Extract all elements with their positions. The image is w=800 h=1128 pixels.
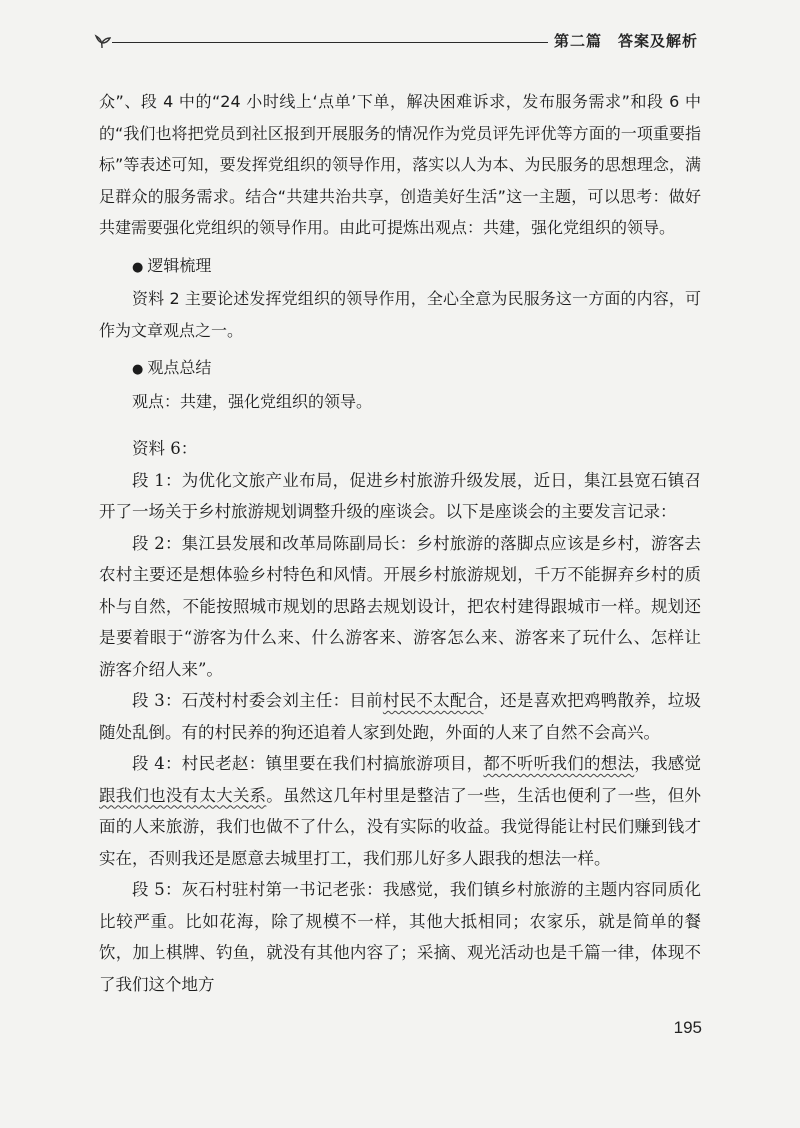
p3-underlined-1: 村民不太配合 xyxy=(382,691,484,710)
page-number: 195 xyxy=(673,1018,702,1037)
material-paragraph-2: 段 2：集江县发展和改革局陈副局长：乡村旅游的落脚点应该是乡村，游客去农村主要还是想体验乡村特色和风情。开展乡村旅游规划，千万不能摒弃乡村的质朴与自然，不能按照城市规划的思路去规划设计，把农村建得跟城市一样。规划还是要着眼于“游客为什么来、什么游客来、游客怎么来、游客来了玩什么、怎样让游客介绍人来”。 xyxy=(99,533,701,679)
page-content xyxy=(99,86,701,1000)
summary-text: 观点：共建，强化党组织的领导。 xyxy=(132,391,373,411)
p4-text-a: 段 4：村民老赵：镇里要在我们村搞旅游项目， xyxy=(132,754,484,773)
p4-underlined-1: 都不听听我们的想法 xyxy=(483,754,635,773)
p3-text-a: 段 3：石茂村村委会刘主任：目前 xyxy=(132,691,383,710)
material-paragraph-4 xyxy=(99,748,701,874)
material-title: 资料 6： xyxy=(132,439,198,458)
section-title: 第二篇 答案及解析 xyxy=(553,32,698,50)
p4-text-b: ，我感觉 xyxy=(634,754,702,773)
material-paragraph-1: 段 1：为优化文旅产业布局，促进乡村旅游升级发展，近日，集江县宽石镇召开了一场关于乡村旅游规划调整升级的座谈会。以下是座谈会的主要发言记录： xyxy=(99,470,701,521)
p4-underlined-2: 跟我们也没有太大关系 xyxy=(99,785,267,805)
logic-text: 资料 2 主要论述发挥党组织的领导作用，全心全意为民服务这一方面的内容，可作为文章观点之一。 xyxy=(99,289,701,340)
p3-text-b: ，还是喜欢把鸡鸭散养，垃圾随处乱倒。有的村民养的狗还追着人家到处跑，外面的人来了自然不会高兴。 xyxy=(99,691,702,742)
logic-heading: ● 逻辑梳理 xyxy=(132,250,701,284)
intro-paragraph: 众”、段 4 中的“24 小时线上‘点单’下单，解决困难诉求，发布服务需求”和段 6 中的“我们也将把党员到社区报到开展服务的情况作为党员评先评优等方面的一项重要指标”等表述可知，要发挥党组织的领导作用，落实以人为本、为民服务的思想理念，满足群众的服务需求。结合“共建共治共享，创造美好生活”这一主题，可以思考：做好共建需要强化党组织的领导作用。由此可提炼出观点：共建，强化党组织的领导。 xyxy=(99,92,701,237)
sprout-icon xyxy=(92,30,112,50)
summary-heading: ● 观点总结 xyxy=(132,352,701,386)
header-rule xyxy=(112,42,548,43)
material-paragraph-5: 段 5：灰石村驻村第一书记老张：我感觉，我们镇乡村旅游的主题内容同质化比较严重。比如花海，除了规模不一样，其他大抵相同；农家乐，就是简单的餐饮，加上棋牌、钓鱼，就没有其他内容了；采摘、观光活动也是千篇一律，体现不了我们这个地方 xyxy=(99,880,701,994)
p4-text-c: 。虽然这几年村里是整洁了一些，生活也便利了一些，但外面的人来旅游，我们也做不了什么，没有实际的收益。我觉得能让村民们赚到钱才实在，否则我还是愿意去城里打工，我们那儿好多人跟我的想法一样。 xyxy=(99,785,702,868)
material-paragraph-3 xyxy=(99,685,701,748)
page-header xyxy=(92,26,698,52)
